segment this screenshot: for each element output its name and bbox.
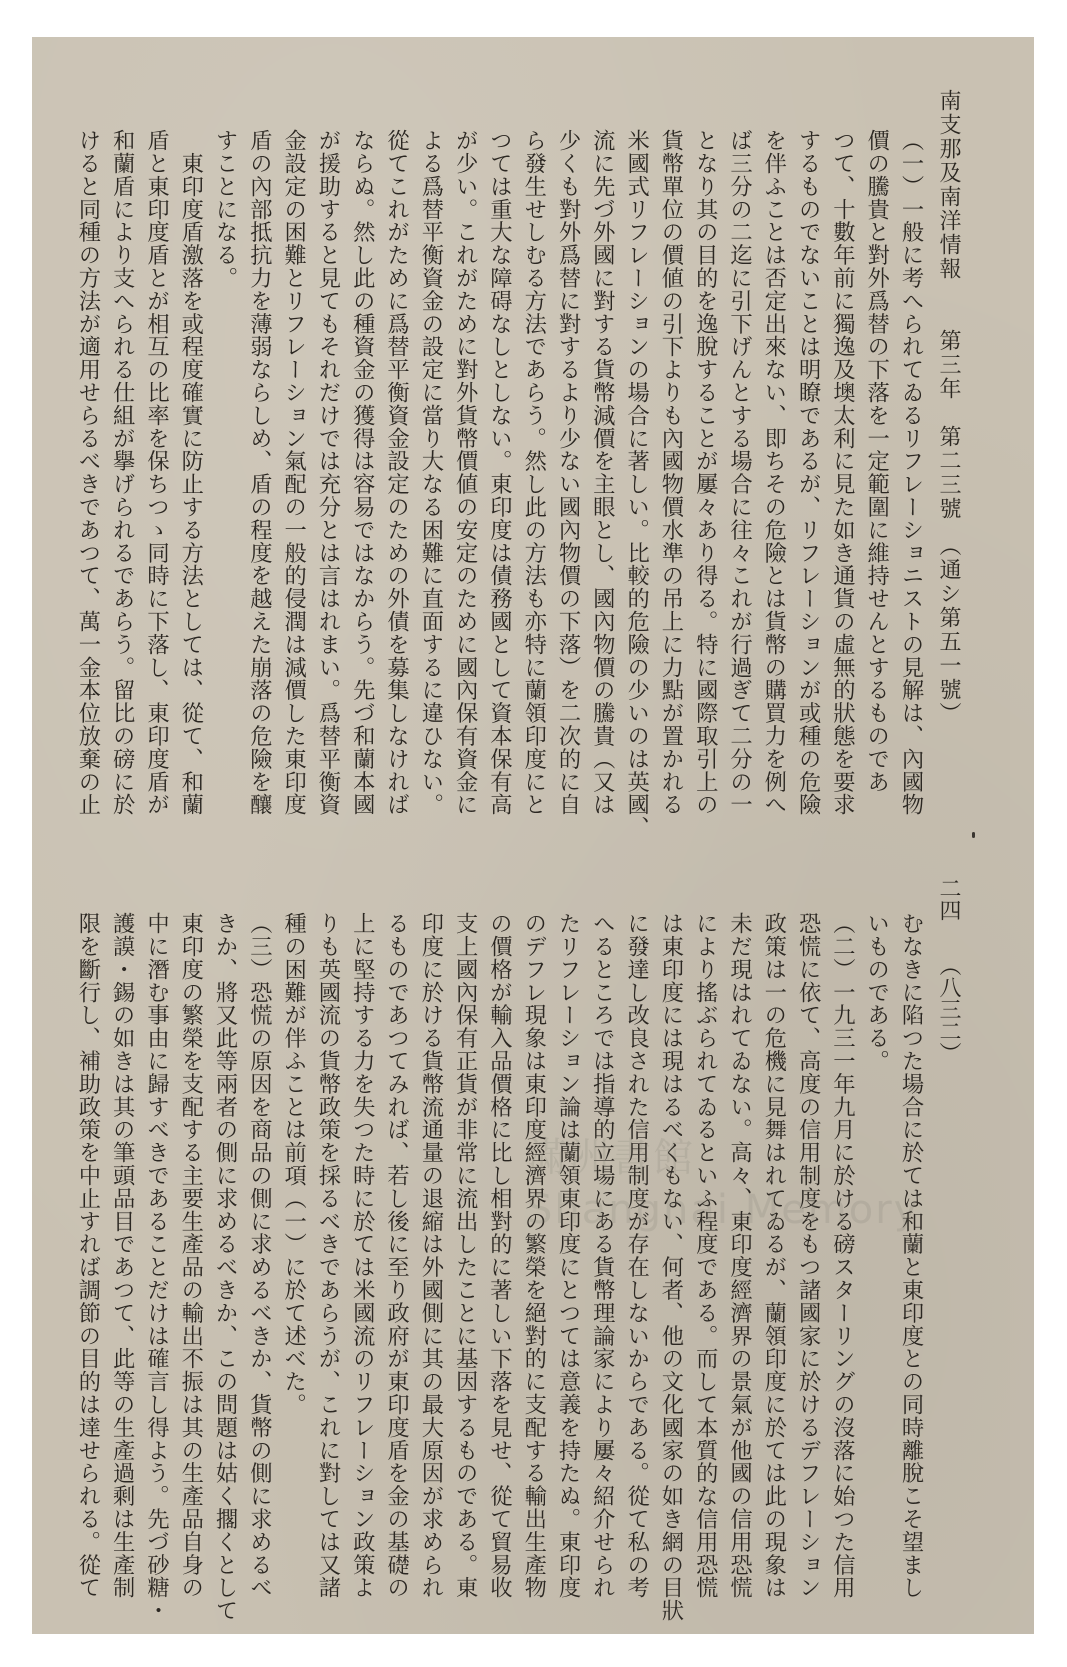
text-line: 盾の內部抵抗力を薄弱ならしめ、盾の程度を越えた崩落の危險を釀 [246,129,273,816]
text-line: が援助すると見てもそれだけでは充分とは言はれまい。爲替平衡資 [314,129,341,816]
text-line: 米國式リフレーションの場合に著しい。比較的危險の少いのは英國、 [623,129,650,839]
body-text-bottom [74,912,928,1622]
text-line: （一）一般に考へられてゐるリフレーショニストの見解は、內國物 [898,129,924,816]
text-line: 金設定の困難とリフレーション氣配の一般的侵潤は減價した東印度 [280,129,307,816]
text-line: りも英國流の貨幣政策を採るべきであらうが、これに對しては又諸 [314,912,341,1599]
text-line: 限を斷行し、補助政策を中止すれば調節の目的は達せられる。從て [74,912,101,1599]
text-line: へるところでは指導的立場にある貨幣理論家により屢々紹介せられ [589,912,616,1599]
text-line: 東印度の繁榮を支配する主要生產品の輸出不振は其の生產品自身の [177,912,204,1599]
watermark [527,1132,919,1236]
watermark-line: 滿洲書館 [527,1135,695,1181]
text-line: 流に先づ外國に對する貨幣減價を主眼とし、國內物價の騰貴（又は [589,129,616,816]
text-line: つては重大な障碍なしとしない。東印度は債務國として資本保有高 [486,129,513,816]
text-line: つて、十數年前に獨逸及墺太利に見た如き通貨の虛無的狀態を要求 [829,129,856,816]
text-line: ば三分の二迄に引下げんとする場合に往々これが行過ぎて二分の一 [726,129,753,816]
text-line: 恐慌に依て、高度の信用制度をもつ諸國家に於けるデフレーション [795,912,822,1599]
text-line: 種の困難が伴ふことは前項（一）に於て述べた。 [280,912,307,1416]
text-line: 支上國內保有正貨が非常に流出したことに基因するものである。東 [452,912,479,1599]
text-line: ら發生せしむる方法であらう。然し此の方法も亦特に蘭領印度にと [520,129,547,816]
issue-total-number: （通シ第五一號） [936,545,961,726]
text-line: 護謨・錫の如きは其の筆頭品目であつて、此等の生產過剩は生產制 [109,912,136,1599]
text-line: 印度に於ける貨幣流通量の退縮は外國側に其の最大原因が求められ [417,912,444,1599]
text-line: すことになる。 [212,129,239,290]
text-line: の價格が輸入品價格に比し相對的に著しい下落を見せ、從て貿易收 [486,912,513,1599]
text-line: 貨幣單位の價値の引下よりも內國物價水準の吊上に力點が置かれる [657,129,684,816]
text-line: を伴ふことは否定出來ない、即ちその危險とは貨幣の購買力を例へ [760,129,787,816]
scanned-page [32,37,1034,1634]
text-line: ならぬ。然し此の種資金の獲得は容易ではなからう。先づ和蘭本國 [349,129,376,816]
text-line: 從てこれがために爲替平衡資金設定のための外債を募集しなければ [383,129,410,816]
text-line: するものでないことは明瞭であるが、リフレーションが或種の危險 [795,129,822,816]
text-line: 盾と東印度盾とが相互の比率を保ちつゝ同時に下落し、東印度盾が [143,129,170,816]
issue-number: 第三年 第二三號 [936,329,961,521]
text-line: 少くも對外爲替に對するより少ない國內物價の下落）を二次的に自 [555,129,582,816]
text-line: 政策は一の危機に見舞はれてゐるが、蘭領印度に於ては此の現象は [760,912,787,1599]
text-line: きか、將又此等兩者の側に求めるべきか、この問題は姑く擱くとして [212,912,239,1622]
text-line: いものである。 [863,912,890,1073]
page-number [937,877,959,1437]
body-text-top [74,129,928,859]
running-header [937,89,959,829]
text-line: （二）一九三一年九月に於ける磅スターリングの沒落に始つた信用 [829,912,856,1599]
text-line: 和蘭盾により支へられる仕組が擧げられるであらう。留比の磅に於 [109,129,136,816]
watermark-line: Shanghai Memory [527,1187,920,1233]
text-line: 價の騰貴と對外爲替の下落を一定範圍に維持せんとするものであ [863,129,890,794]
text-line: に發達し改良された信用制度が存在しないからである。從て私の考 [623,912,650,1599]
margin-mark [972,832,975,838]
text-line: 上に堅持する力を失つた時に於ては米國流のリフレーション政策よ [349,912,376,1599]
text-line: 未だ現はれてゐない。高々、東印度經濟界の景氣が他國の信用恐慌 [726,912,753,1599]
text-line: よる爲替平衡資金の設定に當り大なる困難に直面するに違ひない。 [417,129,444,816]
text-line: けると同種の方法が適用せらるべきであつて、萬一金本位放棄の止 [74,129,101,816]
text-line: のデフレ現象は東印度經濟界の繁榮を絕對的に支配する輸出生產物 [520,912,547,1599]
text-line: たリフレーション論は蘭領東印度にとつては意義を持たぬ。東印度 [555,912,582,1599]
text-line: るものであつてみれば、若し後に至り政府が東印度盾を金の基礎の [383,912,410,1599]
text-line: となり其の目的を逸脫することが屢々あり得る。特に國際取引上の [692,129,719,816]
magazine-title: 南支那及南洋情報 [936,89,961,281]
text-line: 中に潛む事由に歸すべきであることだけは確言し得よう。先づ砂糖・ [143,912,170,1622]
text-line: 東印度盾激落を或程度確實に防止する方法としては、從て、和蘭 [177,129,204,816]
text-line: は東印度には現はるべくもない、何者、他の文化國家の如き網の目狀 [657,912,684,1622]
text-line: により搖ぶられてゐるといふ程度である。而して本質的な信用恐慌 [692,912,719,1599]
text-line: （三）恐慌の原因を商品の側に求めるべきか、貨幣の側に求めるべ [246,912,273,1599]
page-number-local: 二四 [936,877,961,921]
page-number-total: （八三二） [936,965,961,1064]
text-line: が少い。これがために對外貨幣價値の安定のために國內保有資金に [452,129,479,816]
text-line: むなきに陷つた場合に於ては和蘭と東印度との同時離脫こそ望まし [898,912,924,1599]
